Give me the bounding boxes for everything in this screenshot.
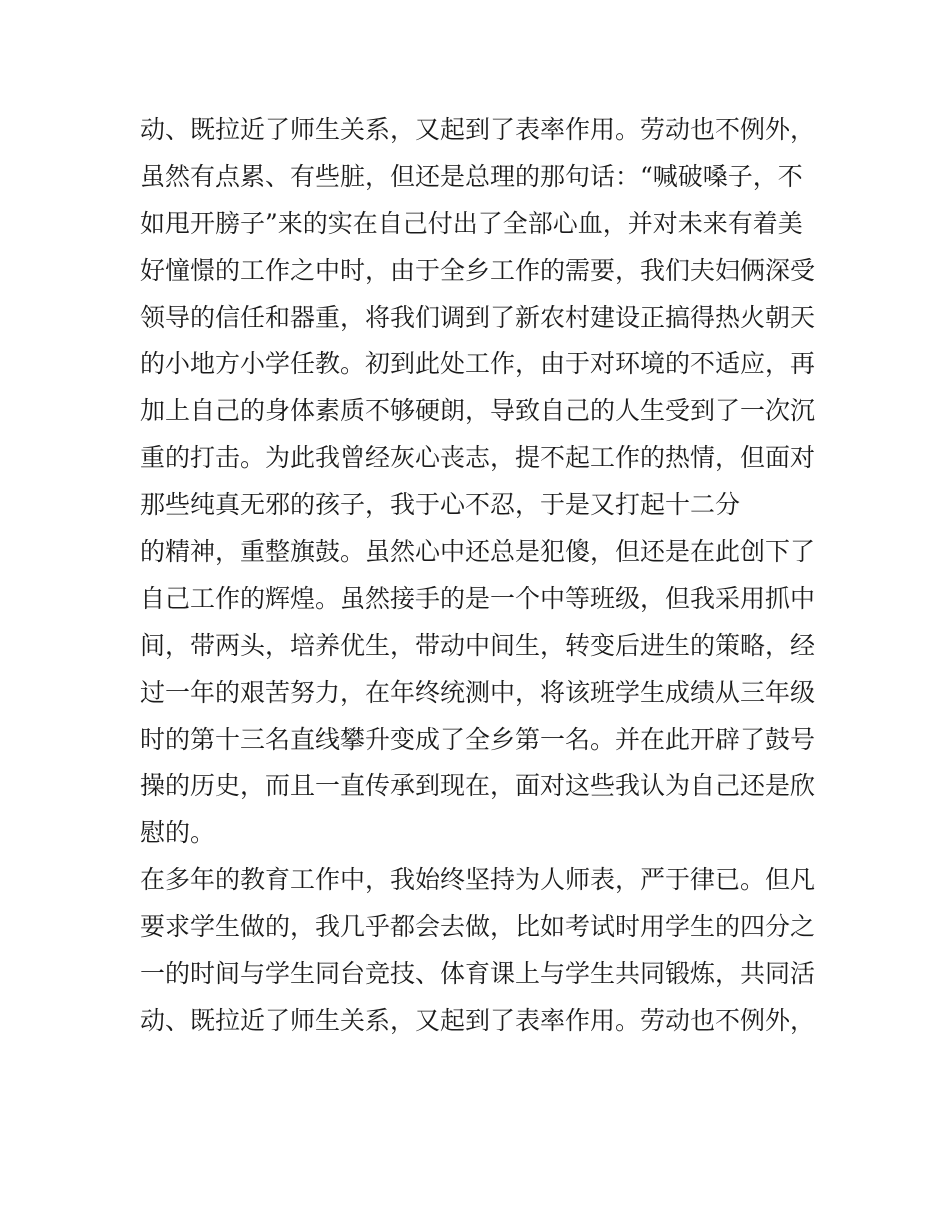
text-line: 动、既拉近了师生关系，又起到了表率作用。劳动也不例外， [140,115,816,144]
text-line: 那些纯真无邪的孩子，我于心不忍，于是又打起十二分 [140,490,741,520]
text-line: 加上自己的身体素质不够硬朗，导致自己的人生受到了一次沉 [140,396,816,426]
text-line: 虽然有点累、有些脏，但还是总理的那句话：“喊破嗓子，不 [140,161,803,191]
text-line: 慰的。 [140,818,216,848]
text-line: 过一年的艰苦努力，在年终统测中，将该班学生成绩从三年级 [140,677,816,707]
text-line: 重的打击。为此我曾经灰心丧志，提不起工作的热情，但面对 [140,443,816,473]
text-line: 自己工作的辉煌。虽然接手的是一个中等班级，但我采用抓中 [140,583,816,613]
text-line: 间，带两头，培养优生，带动中间生，转变后进生的策略，经 [140,630,816,660]
body-text [140,107,830,1045]
text-line: 领导的信任和器重，将我们调到了新农村建设正搞得热火朝天 [140,302,816,332]
text-line: 要求学生做的，我几乎都会去做，比如考试时用学生的四分之 [140,912,816,942]
text-line: 如甩开膀子”来的实在自己付出了全部心血，并对未来有着美 [140,208,803,238]
text-line: 在多年的教育工作中，我始终坚持为人师表，严于律已。但凡 [140,865,816,895]
text-line: 时的第十三名直线攀升变成了全乡第一名。并在此开辟了鼓号 [140,724,816,754]
text-line: 好憧憬的工作之中时，由于全乡工作的需要，我们夫妇俩深受 [140,255,816,285]
text-line: 动、既拉近了师生关系，又起到了表率作用。劳动也不例外， [140,1005,816,1035]
text-line: 一的时间与学生同台竞技、体育课上与学生共同锻炼，共同活 [140,959,816,989]
text-line: 操的历史，而且一直传承到现在，面对这些我认为自己还是欣 [140,771,816,801]
text-line: 的小地方小学任教。初到此处工作，由于对环境的不适应，再 [140,349,816,379]
text-line: 的精神，重整旗鼓。虽然心中还总是犯傻，但还是在此创下了 [140,537,816,567]
